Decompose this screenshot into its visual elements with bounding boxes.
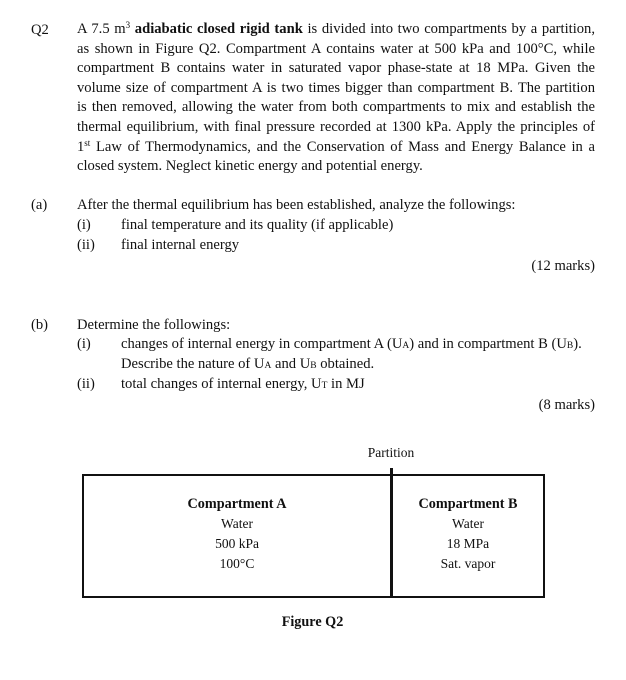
intro-line-2 [77, 40, 595, 60]
compartment-a-substance: Water [221, 516, 253, 531]
part-b-item-2-numeral: (ii) [77, 376, 95, 392]
item-text: ) and in compartment B (U [409, 336, 567, 352]
question-number: Q2 [31, 22, 49, 38]
intro-line-5 [77, 98, 595, 118]
item-text: obtained. [316, 356, 375, 372]
intro-text: 1 [77, 138, 85, 155]
intro-text: A 7.5 m [77, 21, 126, 37]
item-text: Describe the nature of U [121, 356, 265, 372]
compartment-b-pressure: 18 MPa [446, 536, 490, 551]
emphasis-text: adiabatic closed rigid tank [130, 21, 303, 37]
intro-text: compartment B contains water in saturated vapor phase-state at 18 MPa. Given the [77, 60, 595, 77]
item-text: changes of internal energy in compartment A (U [121, 336, 403, 352]
item-text: total changes of internal energy, U [121, 376, 322, 392]
part-b-prompt: Determine the followings: [77, 317, 231, 333]
partition-label: Partition [367, 445, 415, 460]
part-b-label: (b) [31, 317, 49, 333]
superscript: 3 [125, 20, 131, 30]
subscript: A [264, 361, 272, 371]
figure-caption: Figure Q2 [281, 614, 344, 630]
intro-text: is then removed, allowing the water from both compartments to mix and establish the [77, 99, 595, 116]
question-intro [77, 20, 595, 177]
intro-line-4 [77, 79, 595, 99]
intro-text: volume size of compartment A is two times bigger than compartment B. The partition [77, 79, 595, 96]
intro-line-1 [77, 20, 595, 40]
compartment-b-state: Sat. vapor [440, 556, 496, 571]
part-b-item-1-numeral: (i) [77, 336, 91, 352]
part-a-label: (a) [31, 197, 48, 213]
superscript: st [84, 137, 91, 148]
compartment-a-pressure: 500 kPa [215, 536, 259, 551]
compartment-a-temperature: 100°C [219, 556, 255, 571]
compartment-b [393, 494, 543, 574]
intro-line-3 [77, 59, 595, 79]
compartment-b-title: Compartment B [418, 496, 518, 512]
item-text: in MJ [327, 376, 365, 392]
part-b-item-2-text [121, 374, 365, 396]
part-a-item-1-numeral: (i) [77, 217, 91, 233]
part-b-marks: (8 marks) [538, 397, 595, 413]
item-text: and U [271, 356, 311, 372]
intro-text: is divided into two compartments by a partition, [302, 21, 596, 37]
part-a-prompt: After the thermal equilibrium has been established, analyze the followings: [77, 197, 516, 213]
intro-line-8 [77, 157, 595, 177]
intro-text: thermal equilibrium, with final pressure recorded at 1300 kPa. Apply the principles of [77, 118, 595, 135]
part-a-marks: (12 marks) [531, 258, 595, 274]
intro-text: Law of Thermodynamics, and the Conservation of Mass and Energy Balance in a [90, 138, 595, 155]
subscript: B [310, 361, 317, 371]
part-a-item-2-text: final internal energy [121, 237, 240, 253]
compartment-a [84, 494, 390, 574]
part-a-item-1-text: final temperature and its quality (if applicable) [121, 217, 394, 233]
subscript: B [566, 341, 574, 351]
part-b-item-1-line-2 [121, 354, 374, 376]
part-a-item-2-numeral: (ii) [77, 237, 95, 253]
part-b-item-1-line-1 [121, 334, 582, 356]
subscript: A [402, 341, 410, 351]
item-text: ). [573, 336, 582, 352]
compartment-a-title: Compartment A [187, 496, 287, 512]
intro-line-7 [77, 138, 595, 158]
intro-text: closed system. Neglect kinetic energy and potential energy. [77, 158, 423, 175]
intro-text: as shown in Figure Q2. Compartment A contains water at 500 kPa and 100°C, while [77, 40, 595, 57]
subscript: T [321, 381, 328, 391]
compartment-b-substance: Water [452, 516, 484, 531]
intro-line-6 [77, 118, 595, 138]
